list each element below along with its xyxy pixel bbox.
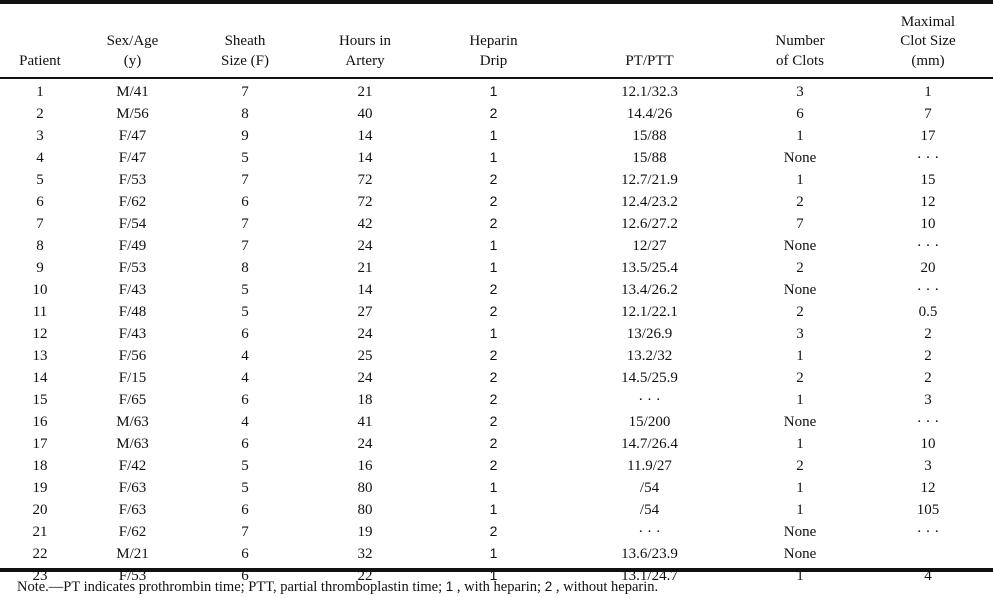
cell-sex-age: F/43 xyxy=(118,281,147,298)
cell-number-of-clots: 1 xyxy=(796,435,804,452)
cell-max-clot-size: 2 xyxy=(924,369,932,386)
cell-hours-in-artery: 72 xyxy=(357,193,373,210)
header-hours-line: Hours in xyxy=(338,33,392,49)
cell-hours-in-artery: 42 xyxy=(357,215,373,232)
cell-heparin-drip xyxy=(425,147,562,169)
cell-hours-in-artery: 32 xyxy=(357,545,373,562)
heparin-symbol: 2 xyxy=(489,281,498,297)
cell-number-of-clots: 2 xyxy=(796,457,804,474)
cell-heparin-drip xyxy=(425,499,562,521)
table-row xyxy=(0,78,993,103)
cell-heparin-drip xyxy=(425,213,562,235)
cell-patient: 2 xyxy=(36,105,44,122)
cell-pt-ptt: 13/26.9 xyxy=(626,325,673,342)
heparin-symbol: 2 xyxy=(489,347,498,363)
table-header-row xyxy=(0,0,993,78)
header-pt-ptt-line: PT/PTT xyxy=(625,52,674,69)
cell-pt-ptt: 15/88 xyxy=(632,127,667,144)
heparin-symbol: 2 xyxy=(489,435,498,451)
table-row xyxy=(0,521,993,543)
cell-max-clot-size: 4 xyxy=(924,567,932,584)
cell-heparin-drip xyxy=(425,367,562,389)
cell-patient: 11 xyxy=(32,303,48,320)
cell-sheath-size: 4 xyxy=(241,369,249,386)
header-heparin-drip xyxy=(425,0,562,78)
cell-sex-age: F/47 xyxy=(118,127,147,144)
cell-number-of-clots: 1 xyxy=(796,171,804,188)
cell-patient: 22 xyxy=(32,545,48,562)
cell-number-of-clots: 2 xyxy=(796,369,804,386)
cell-sheath-size: 8 xyxy=(241,105,249,122)
header-max-clot-size xyxy=(863,0,993,78)
cell-patient: 1 xyxy=(36,83,44,100)
cell-max-clot-size: · · · xyxy=(916,149,940,166)
cell-sex-age: F/15 xyxy=(118,369,147,386)
heparin-symbol: 1 xyxy=(489,83,498,99)
cell-sheath-size: 5 xyxy=(241,281,249,298)
cell-hours-in-artery: 72 xyxy=(357,171,373,188)
cell-sheath-size: 6 xyxy=(241,567,249,584)
table-row xyxy=(0,279,993,301)
cell-hours-in-artery: 80 xyxy=(357,501,373,518)
header-patient-line: Patient xyxy=(19,52,61,69)
heparin-symbol: 2 xyxy=(489,369,498,385)
cell-number-of-clots: None xyxy=(783,523,817,540)
heparin-symbol: 2 xyxy=(489,413,498,429)
table-row xyxy=(0,235,993,257)
table-row xyxy=(0,103,993,125)
cell-patient: 7 xyxy=(36,215,44,232)
cell-patient: 10 xyxy=(32,281,48,298)
cell-hours-in-artery: 24 xyxy=(357,237,373,254)
table-body xyxy=(0,78,993,587)
table-row xyxy=(0,191,993,213)
cell-heparin-drip xyxy=(425,169,562,191)
cell-hours-in-artery: 19 xyxy=(357,523,373,540)
cell-pt-ptt: 11.9/27 xyxy=(627,457,672,474)
heparin-symbol: 2 xyxy=(489,391,498,407)
footnote-text: Note.—PT indicates prothrombin time; PTT, partial thromboplastin time; xyxy=(17,579,443,595)
cell-heparin-drip xyxy=(425,543,562,565)
cell-number-of-clots: None xyxy=(783,545,817,562)
header-heparin-line: Heparin xyxy=(469,33,518,49)
cell-number-of-clots: 2 xyxy=(796,303,804,320)
cell-sex-age: F/47 xyxy=(118,149,147,166)
cell-sex-age: F/63 xyxy=(118,479,147,496)
table-row xyxy=(0,455,993,477)
cell-pt-ptt: 12.6/27.2 xyxy=(621,215,678,232)
cell-patient: 21 xyxy=(32,523,48,540)
table-row xyxy=(0,433,993,455)
table-row xyxy=(0,213,993,235)
cell-sheath-size: 6 xyxy=(241,545,249,562)
cell-patient: 19 xyxy=(32,479,48,496)
cell-pt-ptt: 14.7/26.4 xyxy=(621,435,678,452)
header-hours-line: Artery xyxy=(345,52,385,69)
header-sex-age-line: Sex/Age xyxy=(106,33,159,49)
heparin-symbol: 2 xyxy=(489,171,498,187)
cell-sheath-size: 6 xyxy=(241,193,249,210)
cell-sex-age: F/53 xyxy=(118,567,147,584)
heparin-symbol: 1 xyxy=(489,545,498,561)
cell-hours-in-artery: 80 xyxy=(357,479,373,496)
cell-patient: 6 xyxy=(36,193,44,210)
cell-hours-in-artery: 14 xyxy=(357,281,373,298)
cell-sheath-size: 6 xyxy=(241,325,249,342)
cell-sheath-size: 6 xyxy=(241,501,249,518)
cell-heparin-drip xyxy=(425,279,562,301)
cell-pt-ptt: 13.4/26.2 xyxy=(621,281,678,298)
cell-max-clot-size: · · · xyxy=(916,281,940,298)
cell-heparin-drip xyxy=(425,345,562,367)
heparin-symbol: 1 xyxy=(489,479,498,495)
cell-hours-in-artery: 22 xyxy=(357,567,373,584)
heparin-symbol: 1 xyxy=(489,567,498,583)
header-clot-size-line: Clot Size xyxy=(900,33,956,49)
cell-number-of-clots: None xyxy=(783,413,817,430)
heparin-symbol: 1 xyxy=(489,237,498,253)
cell-sheath-size: 5 xyxy=(241,149,249,166)
cell-sex-age: F/42 xyxy=(118,457,147,474)
cell-hours-in-artery: 24 xyxy=(357,369,373,386)
table-row xyxy=(0,411,993,433)
cell-hours-in-artery: 21 xyxy=(357,259,373,276)
header-clot-size-line: Maximal xyxy=(900,13,956,30)
footnote-no-heparin-symbol: 2 xyxy=(544,579,553,594)
cell-number-of-clots: 1 xyxy=(796,501,804,518)
cell-sheath-size: 7 xyxy=(241,215,249,232)
cell-sheath-size: 4 xyxy=(241,347,249,364)
cell-pt-ptt: 12.1/22.1 xyxy=(621,303,678,320)
cell-pt-ptt: 12.4/23.2 xyxy=(621,193,678,210)
cell-pt-ptt: 15/88 xyxy=(632,149,667,166)
cell-sex-age: F/53 xyxy=(118,171,147,188)
cell-number-of-clots: 2 xyxy=(796,259,804,276)
cell-heparin-drip xyxy=(425,301,562,323)
cell-sheath-size: 5 xyxy=(241,479,249,496)
table-footnote xyxy=(17,579,658,596)
header-sex-age-line: (y) xyxy=(123,52,142,69)
cell-sex-age: M/63 xyxy=(116,413,149,430)
header-pt-ptt xyxy=(562,0,737,78)
heparin-symbol: 1 xyxy=(489,127,498,143)
header-heparin-line: Drip xyxy=(479,52,508,69)
cell-number-of-clots: 1 xyxy=(796,391,804,408)
cell-patient: 3 xyxy=(36,127,44,144)
footnote-heparin-symbol: 1 xyxy=(445,579,454,594)
table-row xyxy=(0,323,993,345)
cell-number-of-clots: None xyxy=(783,149,817,166)
cell-number-of-clots: 1 xyxy=(796,567,804,584)
table-row xyxy=(0,499,993,521)
header-number-of-clots xyxy=(737,0,863,78)
cell-number-of-clots: 3 xyxy=(796,325,804,342)
table-row xyxy=(0,257,993,279)
cell-number-of-clots: 1 xyxy=(796,479,804,496)
cell-max-clot-size: 1 xyxy=(924,83,932,100)
cell-pt-ptt: 13.5/25.4 xyxy=(621,259,678,276)
header-clots-line: Number xyxy=(775,33,825,49)
header-clots-line: of Clots xyxy=(776,52,824,69)
cell-max-clot-size: 17 xyxy=(920,127,936,144)
cell-sheath-size: 8 xyxy=(241,259,249,276)
header-sheath-line: Size (F) xyxy=(221,52,269,69)
cell-sex-age: F/53 xyxy=(118,259,147,276)
cell-max-clot-size: 12 xyxy=(920,479,936,496)
header-clot-size-line: (mm) xyxy=(911,52,945,69)
cell-sheath-size: 5 xyxy=(241,303,249,320)
header-sex-age xyxy=(80,0,185,78)
cell-patient: 5 xyxy=(36,171,44,188)
cell-pt-ptt: 13.2/32 xyxy=(626,347,673,364)
cell-heparin-drip xyxy=(425,103,562,125)
cell-sheath-size: 7 xyxy=(241,171,249,188)
cell-heparin-drip xyxy=(425,411,562,433)
cell-pt-ptt: 12.7/21.9 xyxy=(621,171,678,188)
heparin-symbol: 1 xyxy=(489,501,498,517)
cell-sheath-size: 7 xyxy=(241,523,249,540)
cell-sex-age: F/54 xyxy=(118,215,147,232)
cell-max-clot-size: 105 xyxy=(916,501,940,518)
heparin-symbol: 2 xyxy=(489,105,498,121)
cell-max-clot-size: 20 xyxy=(920,259,936,276)
cell-max-clot-size: 12 xyxy=(920,193,936,210)
cell-max-clot-size: · · · xyxy=(916,413,940,430)
cell-max-clot-size xyxy=(863,543,993,565)
cell-hours-in-artery: 16 xyxy=(357,457,373,474)
cell-max-clot-size: · · · xyxy=(916,237,940,254)
cell-patient: 16 xyxy=(32,413,48,430)
cell-hours-in-artery: 14 xyxy=(357,149,373,166)
cell-max-clot-size: 10 xyxy=(920,435,936,452)
cell-max-clot-size: 3 xyxy=(924,391,932,408)
cell-max-clot-size: 2 xyxy=(924,347,932,364)
cell-max-clot-size: 2 xyxy=(924,325,932,342)
cell-heparin-drip xyxy=(425,78,562,103)
cell-max-clot-size: 3 xyxy=(924,457,932,474)
footnote-text: , with heparin; xyxy=(456,579,542,595)
cell-pt-ptt: /54 xyxy=(639,479,660,496)
cell-hours-in-artery: 24 xyxy=(357,325,373,342)
table-row xyxy=(0,389,993,411)
cell-patient: 18 xyxy=(32,457,48,474)
cell-hours-in-artery: 40 xyxy=(357,105,373,122)
table-row xyxy=(0,367,993,389)
cell-hours-in-artery: 14 xyxy=(357,127,373,144)
cell-patient: 9 xyxy=(36,259,44,276)
cell-sheath-size: 5 xyxy=(241,457,249,474)
cell-sex-age: F/62 xyxy=(118,523,147,540)
heparin-symbol: 1 xyxy=(489,259,498,275)
cell-heparin-drip xyxy=(425,521,562,543)
cell-sex-age: F/65 xyxy=(118,391,147,408)
cell-heparin-drip xyxy=(425,125,562,147)
cell-hours-in-artery: 25 xyxy=(357,347,373,364)
cell-sex-age: F/62 xyxy=(118,193,147,210)
heparin-symbol: 2 xyxy=(489,303,498,319)
heparin-symbol: 2 xyxy=(489,523,498,539)
cell-sex-age: F/43 xyxy=(118,325,147,342)
cell-sheath-size: 7 xyxy=(241,237,249,254)
table-row xyxy=(0,477,993,499)
cell-heparin-drip xyxy=(425,433,562,455)
cell-sex-age: F/48 xyxy=(118,303,147,320)
cell-sex-age: M/21 xyxy=(116,545,149,562)
cell-patient: 15 xyxy=(32,391,48,408)
header-patient xyxy=(0,0,80,78)
cell-max-clot-size: · · · xyxy=(916,523,940,540)
cell-patient: 8 xyxy=(36,237,44,254)
cell-pt-ptt: 14.5/25.9 xyxy=(621,369,678,386)
cell-sex-age: F/56 xyxy=(118,347,147,364)
cell-pt-ptt: · · · xyxy=(638,391,661,408)
cell-patient: 20 xyxy=(32,501,48,518)
cell-patient: 14 xyxy=(32,369,48,386)
cell-sheath-size: 6 xyxy=(241,435,249,452)
cell-pt-ptt: 12/27 xyxy=(632,237,667,254)
cell-number-of-clots: 1 xyxy=(796,127,804,144)
cell-heparin-drip xyxy=(425,235,562,257)
cell-pt-ptt: 13.1/24.7 xyxy=(621,567,678,584)
footnote-text: , without heparin. xyxy=(555,579,659,595)
table-row xyxy=(0,301,993,323)
cell-hours-in-artery: 24 xyxy=(357,435,373,452)
table-row xyxy=(0,147,993,169)
cell-max-clot-size: 10 xyxy=(920,215,936,232)
cell-hours-in-artery: 41 xyxy=(357,413,373,430)
cell-max-clot-size: 7 xyxy=(924,105,932,122)
cell-sheath-size: 6 xyxy=(241,391,249,408)
cell-pt-ptt: 12.1/32.3 xyxy=(621,83,678,100)
table-row xyxy=(0,125,993,147)
cell-sheath-size: 7 xyxy=(241,83,249,100)
table-row xyxy=(0,543,993,565)
cell-sex-age: F/49 xyxy=(118,237,147,254)
heparin-symbol: 1 xyxy=(489,149,498,165)
cell-hours-in-artery: 27 xyxy=(357,303,373,320)
cell-pt-ptt: 14.4/26 xyxy=(626,105,673,122)
header-sheath-size xyxy=(185,0,305,78)
cell-pt-ptt: /54 xyxy=(639,501,660,518)
cell-patient: 13 xyxy=(32,347,48,364)
cell-pt-ptt: 15/200 xyxy=(628,413,671,430)
header-hours-in-artery xyxy=(305,0,425,78)
cell-sex-age: M/41 xyxy=(116,83,149,100)
cell-pt-ptt: 13.6/23.9 xyxy=(621,545,678,562)
heparin-symbol: 2 xyxy=(489,215,498,231)
cell-number-of-clots: None xyxy=(783,237,817,254)
cell-sex-age: M/63 xyxy=(116,435,149,452)
cell-number-of-clots: 7 xyxy=(796,215,804,232)
cell-sheath-size: 9 xyxy=(241,127,249,144)
cell-sheath-size: 4 xyxy=(241,413,249,430)
cell-patient: 4 xyxy=(36,149,44,166)
cell-max-clot-size: 15 xyxy=(920,171,936,188)
heparin-symbol: 1 xyxy=(489,325,498,341)
cell-patient: 23 xyxy=(32,567,48,584)
cell-patient: 12 xyxy=(32,325,48,342)
cell-pt-ptt: · · · xyxy=(638,523,661,540)
cell-number-of-clots: 3 xyxy=(796,83,804,100)
table-row xyxy=(0,345,993,367)
cell-number-of-clots: 1 xyxy=(796,347,804,364)
cell-max-clot-size: 0.5 xyxy=(918,303,938,320)
cell-number-of-clots: 6 xyxy=(796,105,804,122)
cell-sex-age: F/63 xyxy=(118,501,147,518)
cell-number-of-clots: 2 xyxy=(796,193,804,210)
cell-heparin-drip xyxy=(425,191,562,213)
cell-number-of-clots: None xyxy=(783,281,817,298)
cell-patient: 17 xyxy=(32,435,48,452)
cell-heparin-drip xyxy=(425,257,562,279)
table-row xyxy=(0,169,993,191)
cell-sex-age: M/56 xyxy=(116,105,149,122)
cell-heparin-drip xyxy=(425,389,562,411)
heparin-symbol: 2 xyxy=(489,193,498,209)
cell-hours-in-artery: 18 xyxy=(357,391,373,408)
heparin-symbol: 2 xyxy=(489,457,498,473)
header-sheath-line: Sheath xyxy=(224,33,266,49)
cell-heparin-drip xyxy=(425,455,562,477)
cell-heparin-drip xyxy=(425,477,562,499)
cell-hours-in-artery: 21 xyxy=(357,83,373,100)
cell-heparin-drip xyxy=(425,323,562,345)
